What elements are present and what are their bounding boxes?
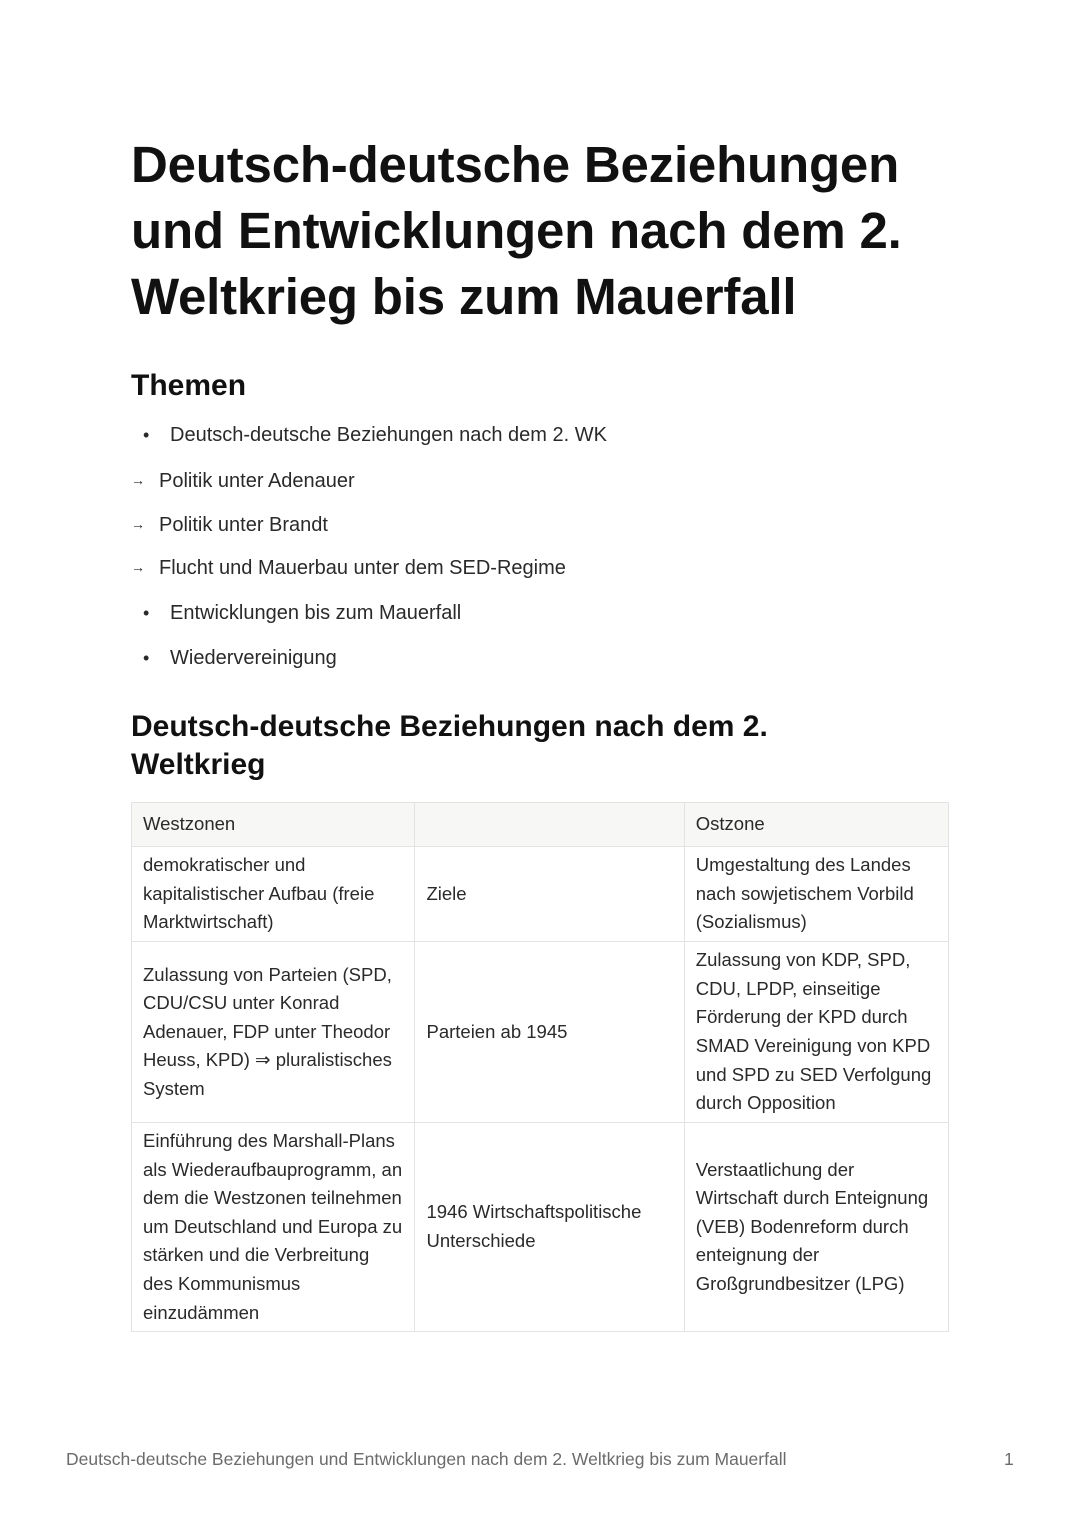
list-item-text: Deutsch-deutsche Beziehungen nach dem 2. WK [170, 424, 607, 446]
list-item-text: Wiedervereinigung [170, 647, 337, 669]
table-row [132, 1123, 949, 1332]
arrow-right-icon: → [131, 559, 145, 575]
footer-title: Deutsch-deutsche Beziehungen und Entwicklungen nach dem 2. Weltkrieg bis zum Mauerfall [66, 1449, 787, 1469]
list-item [131, 421, 607, 449]
table-cell-west: Einführung des Marshall-Plans als Wiederaufbauprogramm, an dem die Westzonen teilnehmen um Deutschland und Europa zu stärken und die Verbreitung des Kommunismus einzudämmen [132, 1123, 415, 1332]
themes-heading: Themen [131, 369, 247, 402]
list-item-text: Politik unter Adenauer [159, 470, 355, 492]
list-item-text: Entwicklungen bis zum Mauerfall [170, 602, 462, 624]
list-item [131, 510, 328, 539]
arrow-right-icon: → [131, 472, 145, 488]
table-header-westzonen: Westzonen [132, 803, 415, 847]
table-row [132, 847, 949, 942]
page-number: 1 [1004, 1449, 1014, 1469]
table-cell-east: Verstaatlichung der Wirtschaft durch Enteignung (VEB) Bodenreform durch enteignung der Großgrundbesitzer (LPG) [684, 1123, 948, 1332]
bullet-icon: • [143, 648, 150, 668]
bullet-icon: • [143, 603, 150, 623]
table-cell-topic: Ziele [415, 847, 684, 942]
section-heading: Deutsch-deutsche Beziehungen nach dem 2. Weltkrieg [131, 710, 768, 781]
table-cell-east: Zulassung von KDP, SPD, CDU, LPDP, einseitige Förderung der KPD durch SMAD Vereinigung von KPD und SPD zu SED Verfolgung durch Opposition [684, 942, 948, 1123]
table-cell-west: demokratischer und kapitalistischer Aufbau (freie Marktwirtschaft) [132, 847, 415, 942]
table-header-row [132, 803, 949, 847]
table-header-ostzone: Ostzone [684, 803, 948, 847]
table-row [132, 942, 949, 1123]
list-item-text: Politik unter Brandt [159, 514, 328, 536]
list-item [131, 644, 337, 672]
page-title: Deutsch-deutsche Beziehungen und Entwicklungen nach dem 2. Weltkrieg bis zum Mauerfall [131, 136, 902, 325]
list-item [131, 466, 355, 495]
list-item-text: Flucht und Mauerbau unter dem SED-Regime [159, 557, 566, 579]
arrow-right-icon: → [131, 516, 145, 532]
table-cell-west: Zulassung von Parteien (SPD, CDU/CSU unter Konrad Adenauer, FDP unter Theodor Heuss, KPD) ⇒ pluralistisches System [132, 942, 415, 1123]
list-item [131, 553, 566, 582]
table-cell-east: Umgestaltung des Landes nach sowjetischem Vorbild (Sozialismus) [684, 847, 948, 942]
table-cell-topic: Parteien ab 1945 [415, 942, 684, 1123]
table-cell-topic: 1946 Wirtschaftspolitische Unterschiede [415, 1123, 684, 1332]
comparison-table [131, 802, 949, 1332]
table-header-topic [415, 803, 684, 847]
list-item [131, 599, 461, 627]
bullet-icon: • [143, 425, 150, 445]
